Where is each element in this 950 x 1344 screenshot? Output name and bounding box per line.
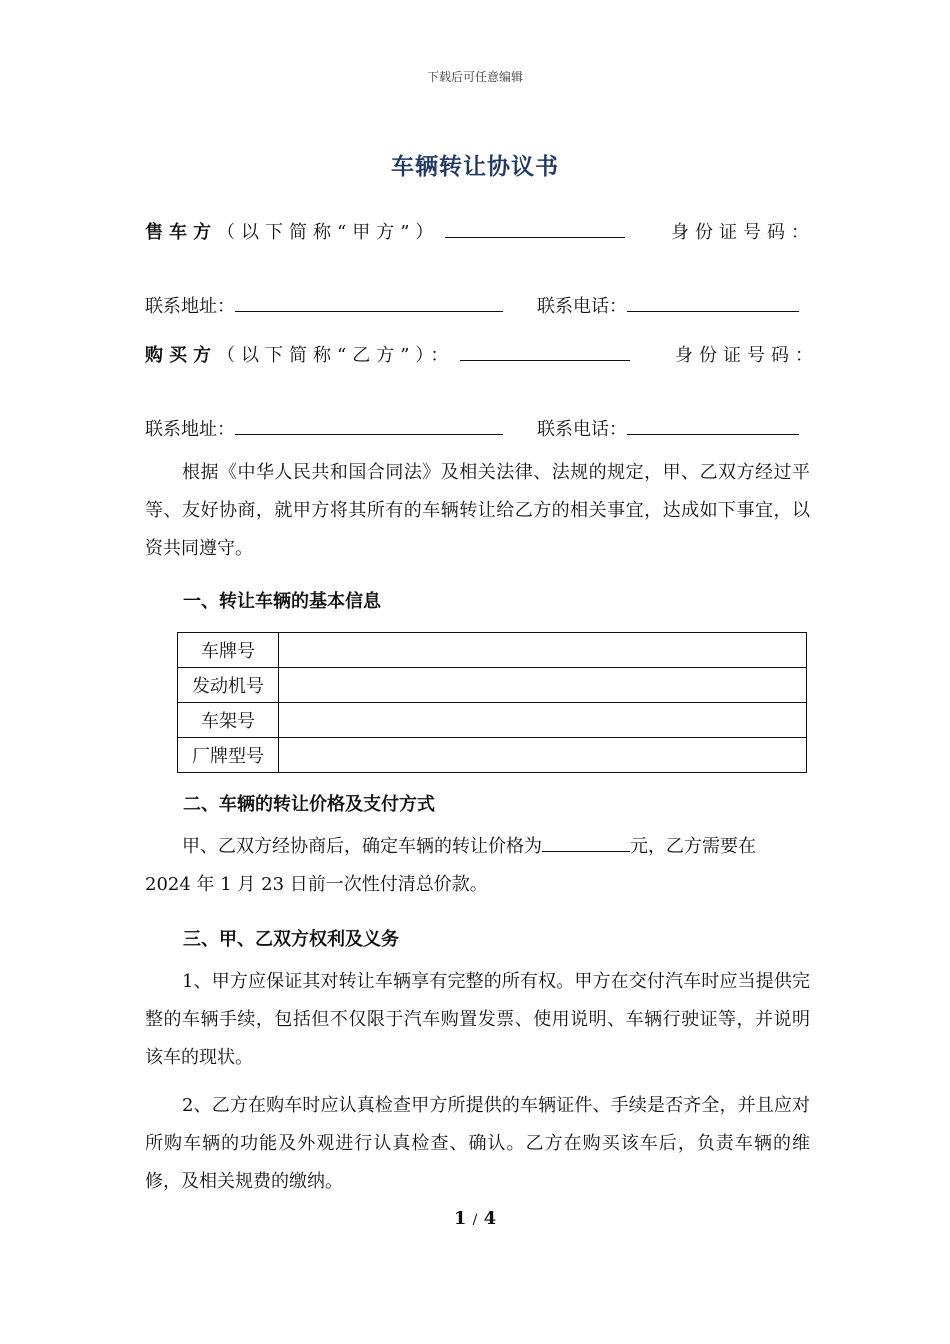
intro-paragraph — [145, 454, 810, 568]
seller-alias: （以下简称“甲方”） — [217, 222, 440, 243]
table-value-cell[interactable] — [279, 668, 807, 703]
table-label-cell: 发动机号 — [178, 668, 279, 703]
table-label-cell: 车架号 — [178, 703, 279, 738]
table-row — [178, 703, 807, 738]
section3-item2-text: 2、乙方在购车时应认真检查甲方所提供的车辆证件、手续是否齐全，并且应对所购车辆的功能及外观进行认真检查、确认。乙方在购买该车后，负责车辆的维修，及相关规费的缴纳。 — [145, 1095, 810, 1192]
table-row — [178, 633, 807, 668]
header-note: 下载后可任意编辑 — [426, 70, 523, 84]
buyer-id-label: 身份证号码： — [675, 345, 819, 366]
table-value-cell[interactable] — [279, 633, 807, 668]
seller-phone-blank[interactable] — [627, 295, 799, 312]
buyer-address-label: 联系地址： — [145, 419, 235, 440]
buyer-phone-line — [537, 415, 799, 441]
document-title: 车辆转让协议书 — [391, 153, 559, 180]
intro-text: 根据《中华人民共和国合同法》及相关法律、法规的规定，甲、乙双方经过平等、友好协商，就甲方将其所有的车辆转让给乙方的相关事宜，达成如下事宜，以资共同遵守。 — [145, 462, 810, 559]
price-blank[interactable] — [542, 835, 630, 852]
price-text-before: 甲、乙双方经协商后，确定车辆的转让价格为 — [182, 836, 542, 857]
seller-address-blank[interactable] — [235, 295, 503, 312]
page-current: 1 — [453, 1208, 467, 1229]
page-separator: / — [472, 1212, 478, 1228]
section3-heading: 三、甲、乙双方权利及义务 — [183, 929, 399, 950]
vehicle-info-table — [177, 632, 807, 773]
section2-paragraph — [145, 828, 810, 904]
page-number — [0, 1208, 950, 1229]
buyer-address-blank[interactable] — [235, 418, 503, 435]
seller-id-label: 身份证号码： — [671, 222, 815, 243]
seller-address-line — [145, 292, 503, 318]
buyer-name-blank[interactable] — [460, 344, 630, 361]
table-label-cell: 车牌号 — [178, 633, 279, 668]
section1-heading: 一、转让车辆的基本信息 — [183, 591, 381, 612]
buyer-address-line — [145, 415, 503, 441]
table-value-cell[interactable] — [279, 738, 807, 773]
table-row — [178, 738, 807, 773]
table-value-cell[interactable] — [279, 703, 807, 738]
page-total: 4 — [483, 1208, 497, 1229]
table-row — [178, 668, 807, 703]
seller-label: 售车方 — [145, 222, 217, 243]
seller-line — [145, 218, 625, 244]
section3-item1-text: 1、甲方应保证其对转让车辆享有完整的所有权。甲方在交付汽车时应当提供完整的车辆手续，包括但不仅限于汽车购置发票、使用说明、车辆行驶证等，并说明该车的现状。 — [145, 971, 810, 1068]
section2-text — [145, 828, 810, 866]
section3-item2 — [145, 1087, 810, 1201]
buyer-label: 购买方 — [145, 345, 217, 366]
price-text-after: 元，乙方需要在 — [630, 836, 756, 857]
seller-phone-label: 联系电话： — [537, 296, 627, 317]
buyer-phone-label: 联系电话： — [537, 419, 627, 440]
buyer-phone-blank[interactable] — [627, 418, 799, 435]
section3-item1 — [145, 963, 810, 1077]
payment-deadline: 2024 年 1 月 23 日前一次性付清总价款。 — [145, 874, 488, 895]
seller-name-blank[interactable] — [445, 221, 625, 238]
section2-heading: 二、车辆的转让价格及支付方式 — [183, 794, 435, 815]
buyer-alias: （以下简称“乙方”）： — [217, 345, 455, 366]
buyer-line — [145, 341, 630, 367]
seller-phone-line — [537, 292, 799, 318]
table-label-cell: 厂牌型号 — [178, 738, 279, 773]
seller-address-label: 联系地址： — [145, 296, 235, 317]
